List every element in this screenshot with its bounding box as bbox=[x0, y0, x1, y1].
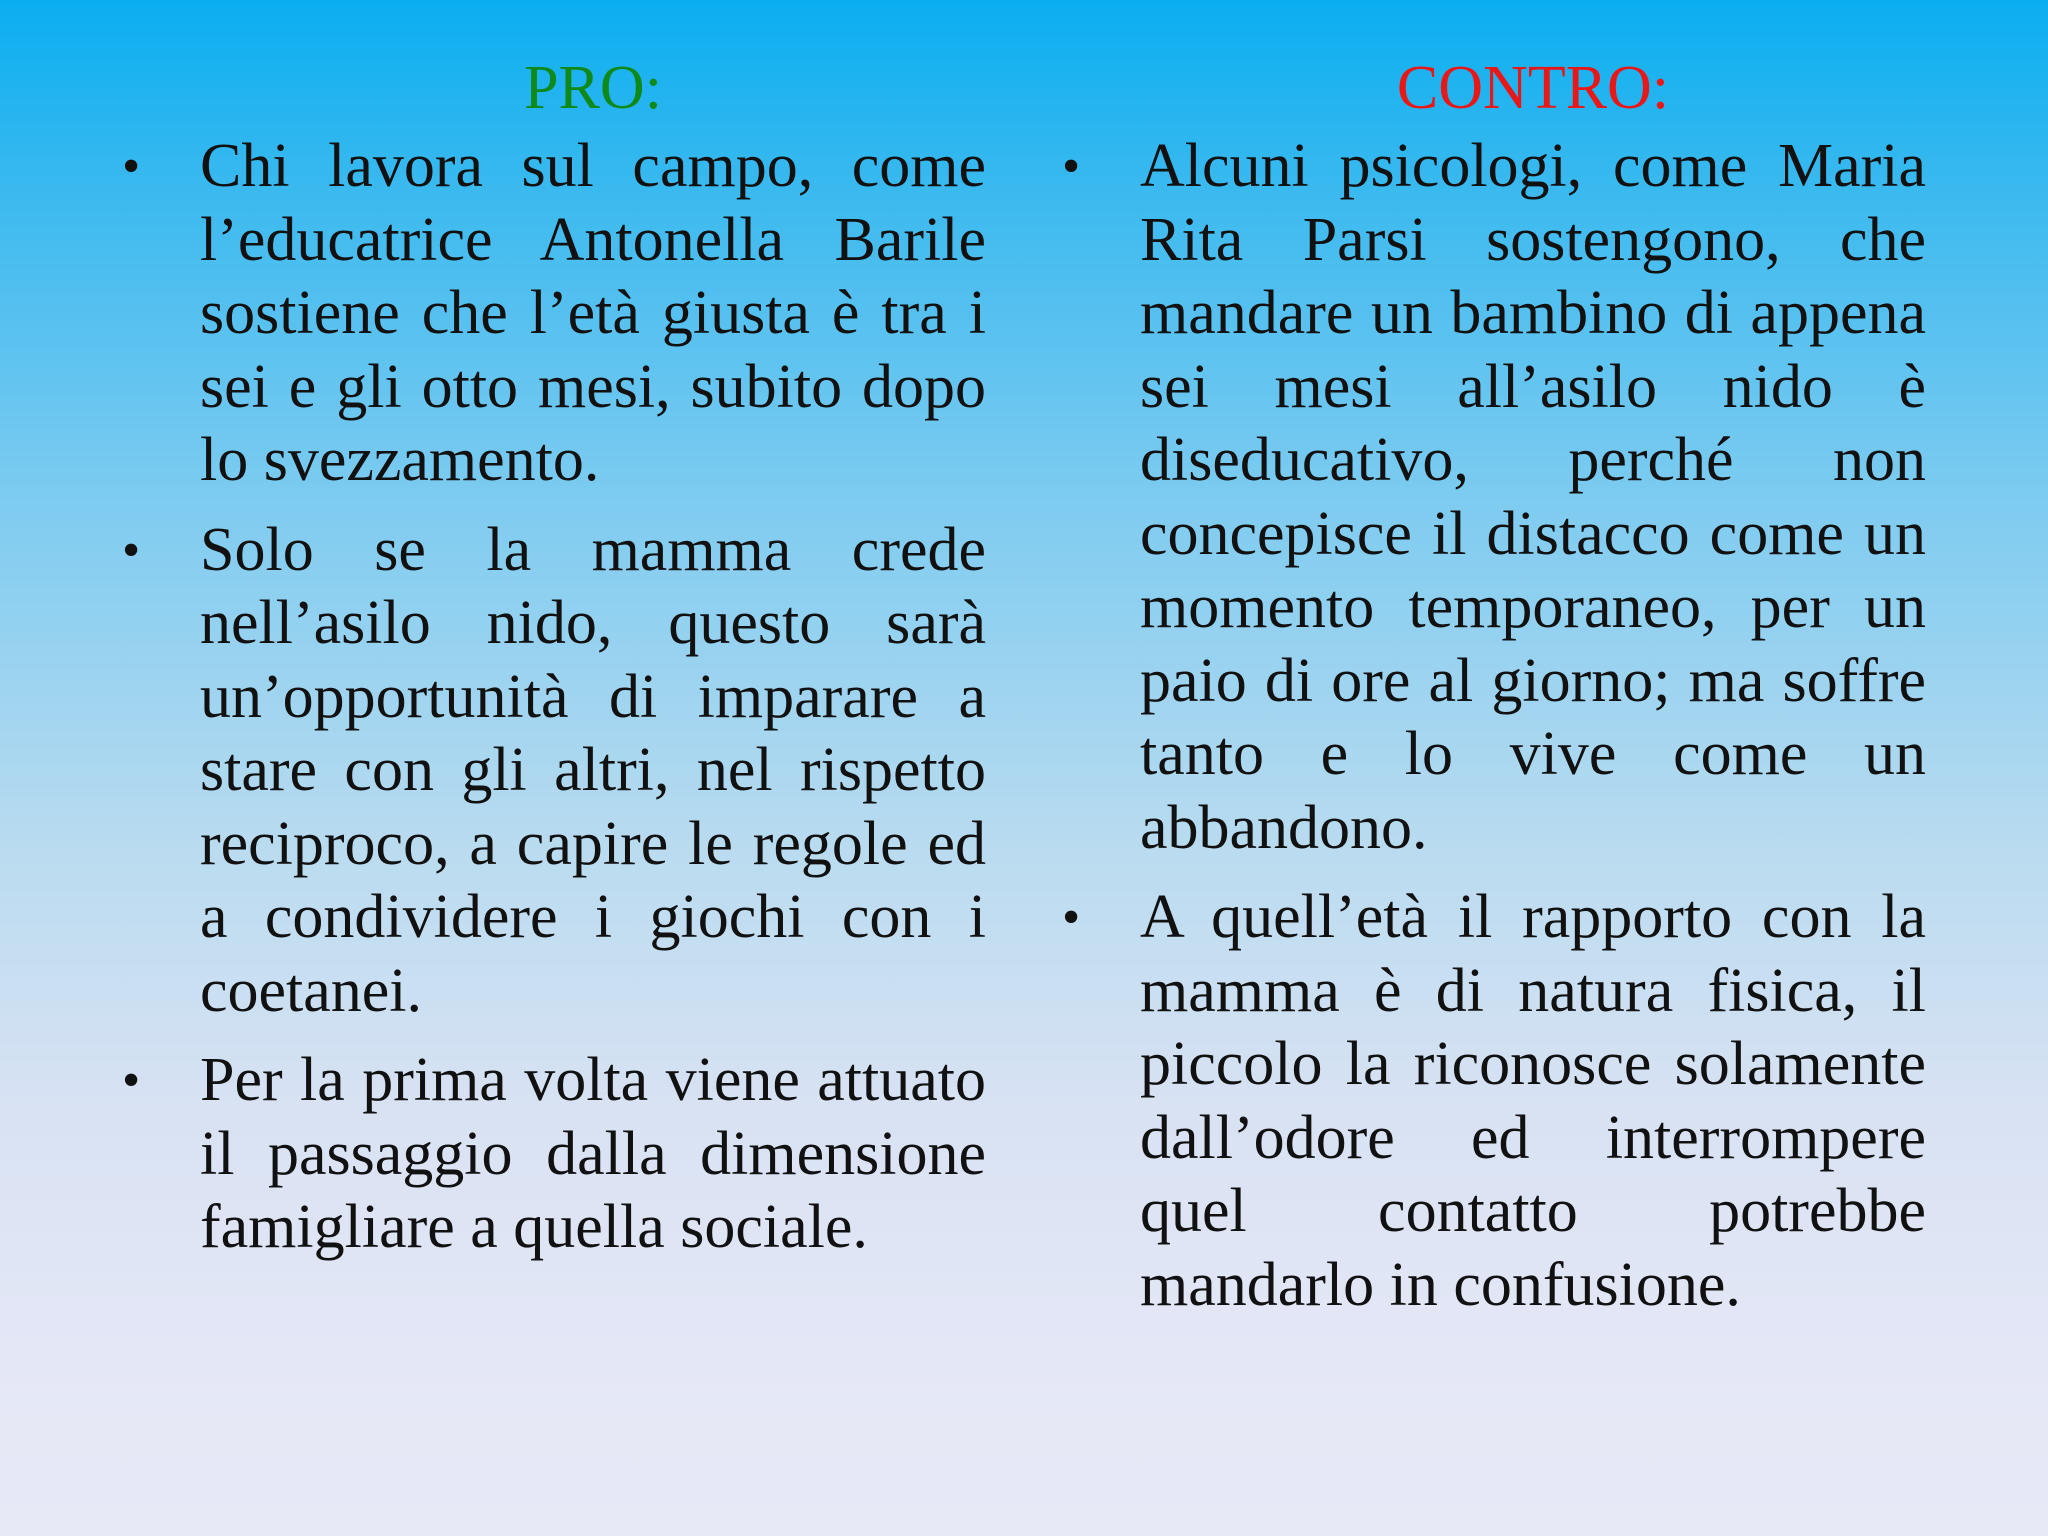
bullet-icon: • bbox=[122, 521, 141, 579]
contro-item-1 bbox=[1056, 130, 1926, 865]
contro-column bbox=[1056, 48, 1926, 1338]
contro-item-1-text: Alcuni psicologi, come Maria Rita Parsi sostengono, che mandare un bambino di appena sei mesi all’asilo nido è diseducativo, perché non concepisce il distacco come un momento temporaneo, per un paio di ore al giorno; ma soffre tanto e lo vive come un abbandono. bbox=[1140, 132, 1926, 862]
pro-item-2 bbox=[116, 514, 986, 1029]
contro-heading: CONTRO: bbox=[1396, 54, 1670, 122]
contro-item-2 bbox=[1056, 881, 1926, 1322]
pro-item-2-text: Solo se la mamma crede nell’asilo nido, questo sarà un’opportunità di imparare a stare con gli altri, nel rispetto reciproco, a capire le regole ed a condividere i giochi con i coetanei. bbox=[200, 515, 986, 1025]
pro-column bbox=[116, 48, 986, 1281]
pro-heading: PRO: bbox=[524, 54, 662, 122]
pro-list bbox=[116, 130, 986, 1265]
bullet-icon: • bbox=[122, 138, 141, 195]
bullet-icon: • bbox=[1062, 138, 1081, 195]
contro-item-2-text: A quell’età il rapporto con la mamma è di natura fisica, il piccolo la riconosce solamente dall’odore ed interrompere quel contatto potrebbe mandarlo in confusione. bbox=[1140, 883, 1926, 1319]
bullet-icon: • bbox=[1062, 889, 1081, 946]
pro-item-1-text: Chi lavora sul campo, come l’educatrice Antonella Barile sostiene che l’età giusta è tra i sei e gli otto mesi, subito dopo lo svezzamento. bbox=[200, 132, 986, 494]
pro-item-3-text: Per la prima volta viene attuato il passaggio dalla dimensione famigliare a quella sociale. bbox=[200, 1046, 986, 1261]
pro-item-1 bbox=[116, 130, 986, 498]
pro-item-3 bbox=[116, 1044, 986, 1265]
bullet-icon: • bbox=[122, 1052, 141, 1109]
contro-list bbox=[1056, 130, 1926, 1322]
